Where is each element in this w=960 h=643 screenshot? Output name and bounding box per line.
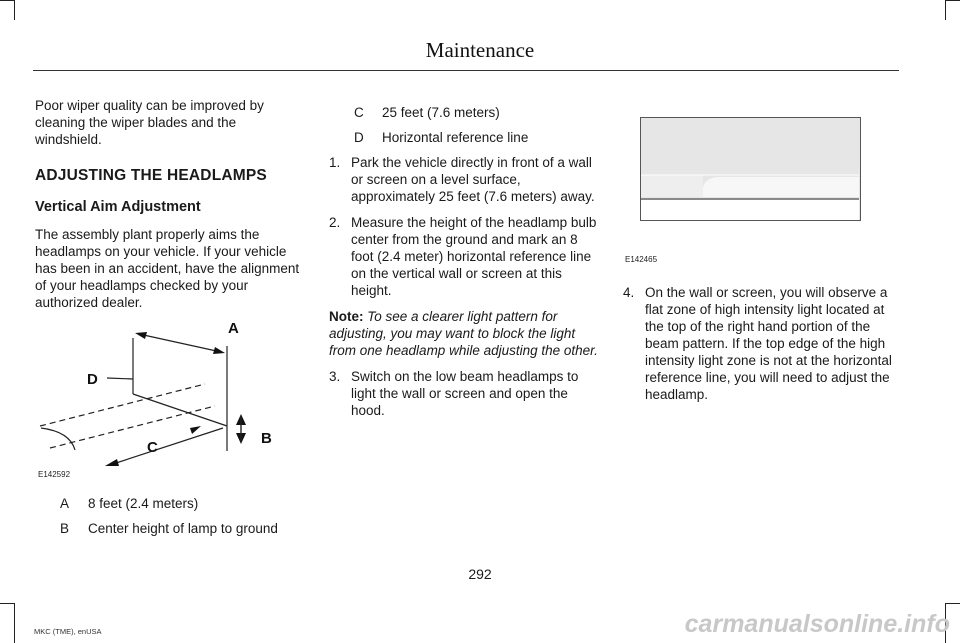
- beam-zone-flat: [641, 175, 703, 197]
- crop-mark: [946, 603, 960, 604]
- header-rule: [33, 70, 899, 71]
- note-text: To see a clearer light pattern for adjusting, you may want to block the light from one headlamp while adjusting the other.: [329, 309, 598, 358]
- right-column: [623, 284, 897, 403]
- legend-row-b: [60, 520, 320, 537]
- page-number: 292: [468, 566, 492, 582]
- legend-key: D: [354, 130, 364, 145]
- subsection-heading: Vertical Aim Adjustment: [35, 199, 201, 215]
- step-text: Switch on the low beam headlamps to light the wall or screen and open the hood.: [351, 369, 579, 418]
- step-number: 1.: [329, 155, 341, 170]
- headlamp-outline: [41, 428, 75, 450]
- section-heading: ADJUSTING THE HEADLAMPS: [35, 167, 267, 184]
- beam-pattern-figure: [640, 117, 861, 221]
- figure-code-right: E142465: [625, 255, 658, 264]
- crop-mark: [14, 603, 15, 643]
- intro-paragraph: Poor wiper quality can be improved by cleaning the wiper blades and the windshield.: [35, 98, 264, 147]
- label-c: C: [147, 439, 158, 456]
- step-text: Measure the height of the headlamp bulb center from the ground and mark an 8 foot (2.4 meter) horizontal reference line on the vertical wall or screen at this height.: [351, 215, 597, 298]
- legend-row-a: [60, 495, 320, 512]
- label-b: B: [261, 430, 272, 447]
- step-number: 2.: [329, 215, 341, 230]
- left-legend: [60, 495, 320, 537]
- dimension-c-line: [113, 428, 223, 464]
- legend-text: 8 feet (2.4 meters): [88, 496, 199, 511]
- watermark: carmanualsonline.info: [684, 610, 950, 638]
- page-title: Maintenance: [425, 38, 535, 62]
- beam-dashed-lower: [50, 406, 215, 448]
- arrow-c-left: [105, 459, 119, 466]
- arrow-c-right: [190, 426, 201, 434]
- step-2: [329, 214, 602, 299]
- headlamp-aim-diagram: [35, 316, 285, 476]
- beam-zone-high-intensity: [703, 177, 859, 197]
- legend-key: B: [60, 521, 70, 536]
- legend-row-d: [329, 129, 602, 146]
- crop-mark: [946, 0, 960, 1]
- step-3: [329, 368, 602, 419]
- step-text: Park the vehicle directly in front of a wall or screen on a level surface, approximately 25 feet (7.6 meters) away.: [351, 155, 595, 204]
- legend-key: A: [60, 496, 70, 511]
- step-number: 3.: [329, 369, 341, 384]
- reference-line-d: [107, 378, 133, 379]
- note-paragraph: [329, 308, 602, 359]
- note-label: Note:: [329, 309, 364, 324]
- crop-mark: [0, 0, 14, 1]
- step-4: [623, 284, 897, 403]
- figure-code-left: E142592: [38, 470, 71, 479]
- legend-key: C: [354, 105, 364, 120]
- crop-mark: [14, 0, 15, 20]
- dimension-a-line: [139, 334, 221, 352]
- label-a: A: [228, 320, 239, 337]
- step-number: 4.: [623, 285, 635, 300]
- left-column: [35, 97, 305, 311]
- legend-text: Center height of lamp to ground: [88, 521, 278, 536]
- step-text: On the wall or screen, you will observe a flat zone of high intensity light located at the top of the right hand portion of the beam pattern. If the top edge of the high intensity light zone is not at the horizontal reference line, you will need to adjust the headlamp.: [645, 285, 892, 402]
- beam-dashed-upper: [40, 384, 205, 426]
- legend-row-c: [329, 104, 602, 121]
- legend-text: 25 feet (7.6 meters): [382, 105, 500, 120]
- arrow-a-left: [135, 332, 147, 339]
- step-1: [329, 154, 602, 205]
- arrow-a-right: [213, 347, 225, 354]
- body-paragraph: The assembly plant properly aims the headlamps on your vehicle. If your vehicle has been in an accident, have the alignment of your headlamps checked by your authorized dealer.: [35, 227, 300, 310]
- middle-column: [329, 104, 602, 419]
- document-id: MKC (TME), enUSA: [34, 627, 102, 636]
- legend-text: Horizontal reference line: [382, 130, 529, 145]
- crop-mark: [0, 603, 14, 604]
- crop-mark: [945, 0, 946, 20]
- label-d: D: [87, 371, 98, 388]
